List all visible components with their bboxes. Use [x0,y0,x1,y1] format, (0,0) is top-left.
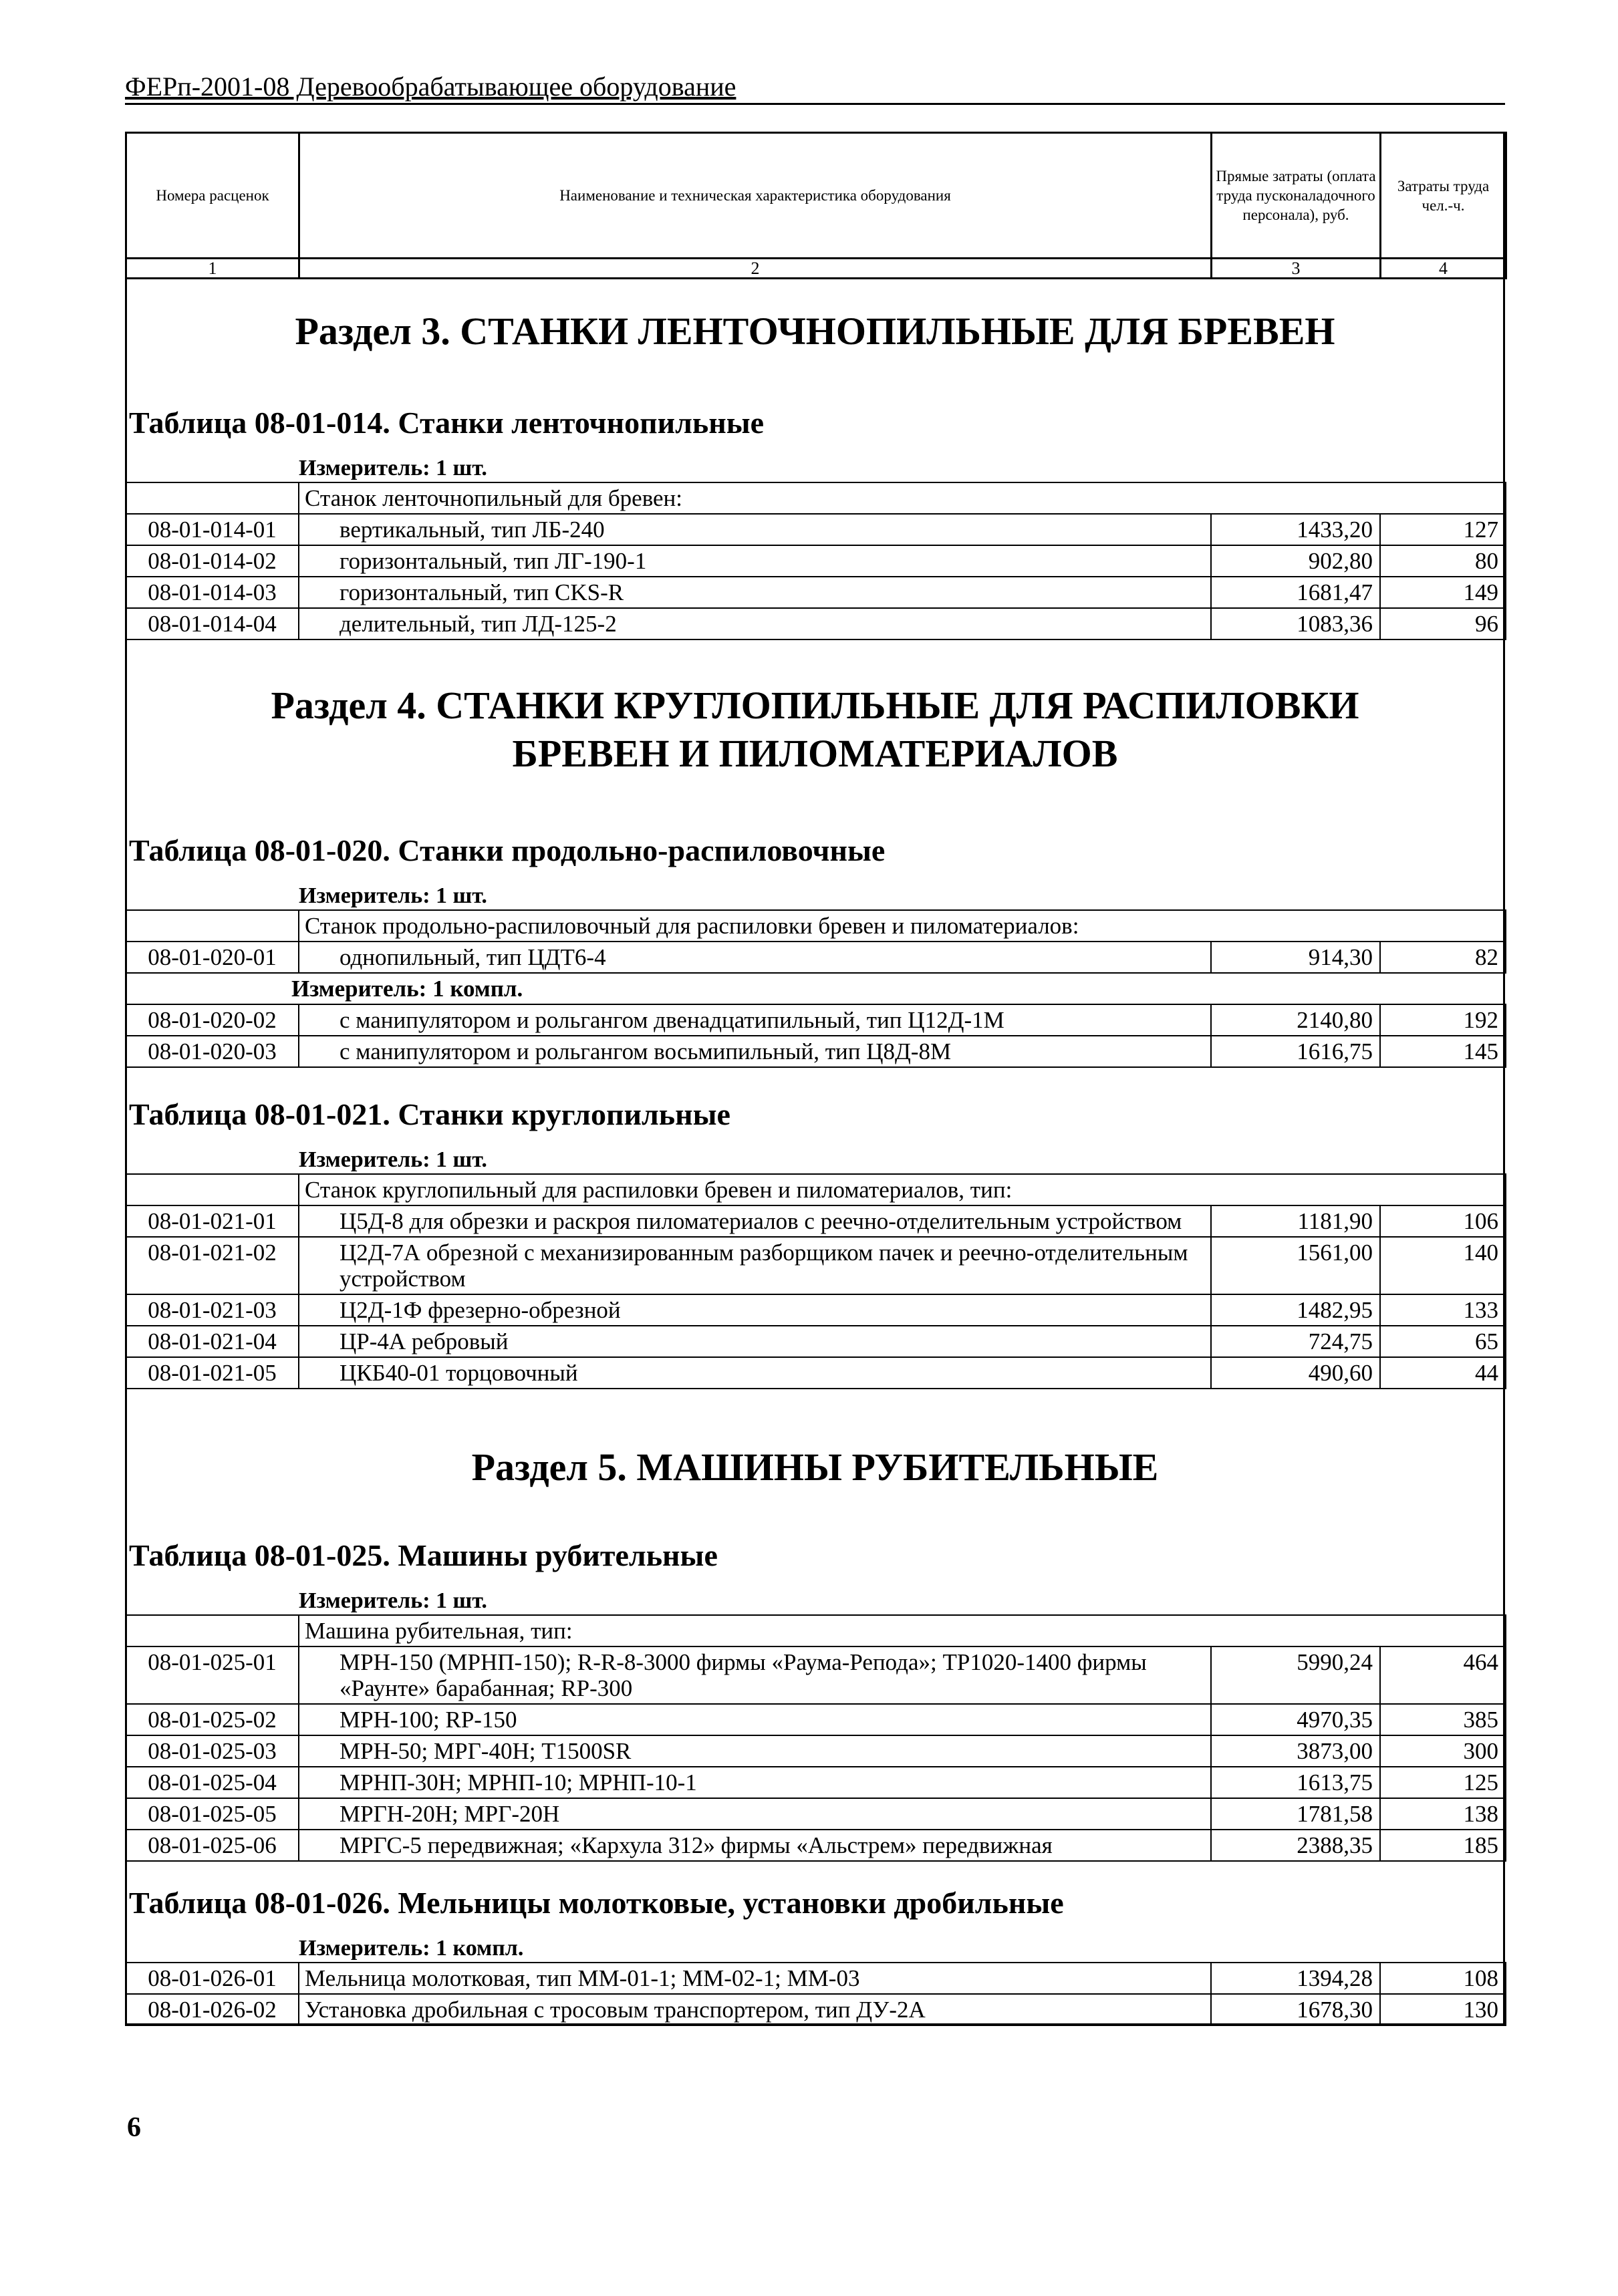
table-row [126,545,1506,577]
col-header-name: Наименование и техническая характеристика оборудования [299,133,1212,259]
equipment-name: с манипулятором и рольгангом восьмипильный, тип Ц8Д-8М [299,1036,1211,1067]
labor-value: 140 [1380,1237,1506,1294]
cost-value: 724,75 [1211,1326,1380,1357]
labor-value: 138 [1380,1798,1506,1830]
section-title: Раздел 4. СТАНКИ КРУГЛОПИЛЬНЫЕ ДЛЯ РАСПИЛОВКИ БРЕВЕН И ПИЛОМАТЕРИАЛОВ [271,684,1359,775]
cost-value: 1181,90 [1211,1205,1380,1237]
rate-code: 08-01-026-01 [126,1963,299,1994]
col-header-labor: Затраты труда чел.-ч. [1381,133,1506,259]
table-row [126,1036,1506,1067]
labor-value: 185 [1380,1830,1506,1861]
cost-value: 3873,00 [1211,1735,1380,1767]
table-row [126,1963,1506,1994]
rate-code: 08-01-020-02 [126,1004,299,1036]
table-title: Таблица 08-01-020. Станки продольно-распиловочные [129,833,886,867]
section-5 [125,1443,1505,1491]
rate-code: 08-01-021-05 [126,1357,299,1389]
rates-table [125,1173,1506,1389]
equipment-name: Ц5Д-8 для обрезки и раскроя пиломатериалов с реечно-отделительным устройством [299,1205,1211,1237]
col-number: 1 [126,259,299,279]
table-caption-row [126,910,1506,942]
cost-value: 1482,95 [1211,1294,1380,1326]
cost-value: 4970,35 [1211,1704,1380,1735]
table-title: Таблица 08-01-026. Мельницы молотковые, установки дробильные [129,1886,1064,1920]
cost-value: 902,80 [1211,545,1380,577]
cost-value: 490,60 [1211,1357,1380,1389]
table-row [126,1767,1506,1798]
labor-value: 65 [1380,1326,1506,1357]
cost-value: 1433,20 [1211,514,1380,545]
table-08-01-026 [125,1884,1505,2026]
rates-table [125,482,1506,640]
table-row [126,514,1506,545]
rate-code: 08-01-014-03 [126,577,299,608]
equipment-name: МРГН-20Н; МРГ-20Н [299,1798,1211,1830]
table-row [126,1004,1506,1036]
column-header-table [125,132,1507,279]
rate-code: 08-01-025-05 [126,1798,299,1830]
section-title: Раздел 3. СТАНКИ ЛЕНТОЧНОПИЛЬНЫЕ ДЛЯ БРЕВЕН [295,309,1335,353]
labor-value: 108 [1380,1963,1506,1994]
equipment-name: Мельница молотковая, тип ММ-01-1; ММ-02-1; ММ-03 [299,1963,1211,1994]
rate-code: 08-01-014-01 [126,514,299,545]
labor-value: 145 [1380,1036,1506,1067]
col-number: 3 [1212,259,1381,279]
table-row [126,608,1506,639]
cost-value: 2388,35 [1211,1830,1380,1861]
table-row [126,1237,1506,1294]
equipment-name: горизонтальный, тип ЛГ-190-1 [299,545,1211,577]
table-title: Таблица 08-01-025. Машины рубительные [129,1538,718,1572]
rates-table [125,909,1506,1068]
cost-value: 1613,75 [1211,1767,1380,1798]
equipment-name: однопильный, тип ЦДТ6-4 [299,942,1211,973]
meter-label: Измеритель: 1 компл. [299,1936,524,1961]
labor-value: 125 [1380,1767,1506,1798]
table-row [126,1735,1506,1767]
table-title: Таблица 08-01-021. Станки круглопильные [129,1097,730,1131]
table-caption: Станок ленточнопильный для бревен: [299,482,1506,514]
rate-code: 08-01-021-03 [126,1294,299,1326]
labor-value: 133 [1380,1294,1506,1326]
meter-row [126,973,1506,1004]
table-caption-row [126,482,1506,514]
table-08-01-025 [125,1537,1505,1862]
table-row [126,1994,1506,2025]
labor-value: 127 [1380,514,1506,545]
meter-label: Измеритель: 1 шт. [299,1147,487,1172]
cost-value: 1394,28 [1211,1963,1380,1994]
labor-value: 44 [1380,1357,1506,1389]
cost-value: 1681,47 [1211,577,1380,608]
equipment-name: МРГС-5 передвижная; «Кархула 312» фирмы «Альстрем» передвижная [299,1830,1211,1861]
rate-code: 08-01-026-02 [126,1994,299,2025]
equipment-name: МРН-50; МРГ-40Н; T1500SR [299,1735,1211,1767]
rates-table [125,1962,1506,2026]
cost-value: 1616,75 [1211,1036,1380,1067]
cost-value: 2140,80 [1211,1004,1380,1036]
table-row [126,1205,1506,1237]
rate-code: 08-01-025-01 [126,1646,299,1704]
labor-value: 300 [1380,1735,1506,1767]
table-caption-row [126,1615,1506,1646]
equipment-name: МРН-150 (МРНП-150); R-R-8-3000 фирмы «Раума-Репода»; ТР1020-1400 фирмы «Раунте» барабанная; RP-300 [299,1646,1211,1704]
section-title: Раздел 5. МАШИНЫ РУБИТЕЛЬНЫЕ [471,1445,1159,1489]
cost-value: 1561,00 [1211,1237,1380,1294]
meter-label: Измеритель: 1 шт. [299,1588,487,1613]
rate-code: 08-01-014-04 [126,608,299,639]
rate-code: 08-01-021-04 [126,1326,299,1357]
cost-value: 1083,36 [1211,608,1380,639]
table-row [126,1294,1506,1326]
table-caption: Станок круглопильный для распиловки бревен и пиломатериалов, тип: [299,1174,1506,1205]
rate-code: 08-01-020-03 [126,1036,299,1067]
labor-value: 130 [1380,1994,1506,2025]
equipment-name: ЦР-4А ребровый [299,1326,1211,1357]
equipment-name: горизонтальный, тип CKS-R [299,577,1211,608]
table-row [126,1326,1506,1357]
equipment-name: Ц2Д-7А обрезной с механизированным разборщиком пачек и реечно-отделительным устройством [299,1237,1211,1294]
labor-value: 385 [1380,1704,1506,1735]
cost-value: 5990,24 [1211,1646,1380,1704]
header-text: ФЕРп-2001-08 Деревообрабатывающее оборудование [125,71,736,102]
rate-code: 08-01-025-06 [126,1830,299,1861]
col-number: 4 [1381,259,1506,279]
equipment-name: Ц2Д-1Ф фрезерно-обрезной [299,1294,1211,1326]
table-row [126,577,1506,608]
labor-value: 149 [1380,577,1506,608]
rate-code: 08-01-014-02 [126,545,299,577]
labor-value: 96 [1380,608,1506,639]
table-08-01-014 [125,404,1505,640]
rate-code: 08-01-021-02 [126,1237,299,1294]
equipment-name: Установка дробильная с тросовым транспортером, тип ДУ-2А [299,1994,1211,2025]
col-header-code: Номера расценок [126,133,299,259]
table-row [126,942,1506,973]
table-row [126,1798,1506,1830]
table-row [126,1646,1506,1704]
table-title: Таблица 08-01-014. Станки ленточнопильные [129,406,765,440]
rate-code: 08-01-025-02 [126,1704,299,1735]
col-number: 2 [299,259,1212,279]
meter-label: Измеритель: 1 шт. [299,883,487,908]
equipment-name: МРН-100; RP-150 [299,1704,1211,1735]
page-number: 6 [127,2112,141,2143]
equipment-name: делительный, тип ЛД-125-2 [299,608,1211,639]
rate-code: 08-01-020-01 [126,942,299,973]
cost-value: 1678,30 [1211,1994,1380,2025]
meter-label: Измеритель: 1 компл. [291,976,523,1002]
cost-value: 1781,58 [1211,1798,1380,1830]
table-08-01-021 [125,1096,1505,1389]
labor-value: 192 [1380,1004,1506,1036]
labor-value: 106 [1380,1205,1506,1237]
section-3 [125,307,1505,355]
equipment-name: вертикальный, тип ЛБ-240 [299,514,1211,545]
table-row [126,1830,1506,1861]
table-08-01-020 [125,832,1505,1068]
section-4 [125,682,1505,778]
labor-value: 464 [1380,1646,1506,1704]
equipment-name: с манипулятором и рольгангом двенадцатипильный, тип Ц12Д-1М [299,1004,1211,1036]
meter-label: Измеритель: 1 шт. [299,456,487,480]
col-header-cost: Прямые затраты (оплата труда пусконаладочного персонала), руб. [1212,133,1381,259]
table-caption: Машина рубительная, тип: [299,1615,1506,1646]
rate-code: 08-01-025-04 [126,1767,299,1798]
table-row [126,1704,1506,1735]
rate-code: 08-01-025-03 [126,1735,299,1767]
rates-table [125,1614,1506,1862]
labor-value: 82 [1380,942,1506,973]
equipment-name: МРНП-30Н; МРНП-10; МРНП-10-1 [299,1767,1211,1798]
rate-code: 08-01-021-01 [126,1205,299,1237]
page-header [125,71,1505,105]
equipment-name: ЦКБ40-01 торцовочный [299,1357,1211,1389]
table-row [126,1357,1506,1389]
labor-value: 80 [1380,545,1506,577]
table-caption: Станок продольно-распиловочный для распиловки бревен и пиломатериалов: [299,910,1506,942]
table-caption-row [126,1174,1506,1205]
cost-value: 914,30 [1211,942,1380,973]
